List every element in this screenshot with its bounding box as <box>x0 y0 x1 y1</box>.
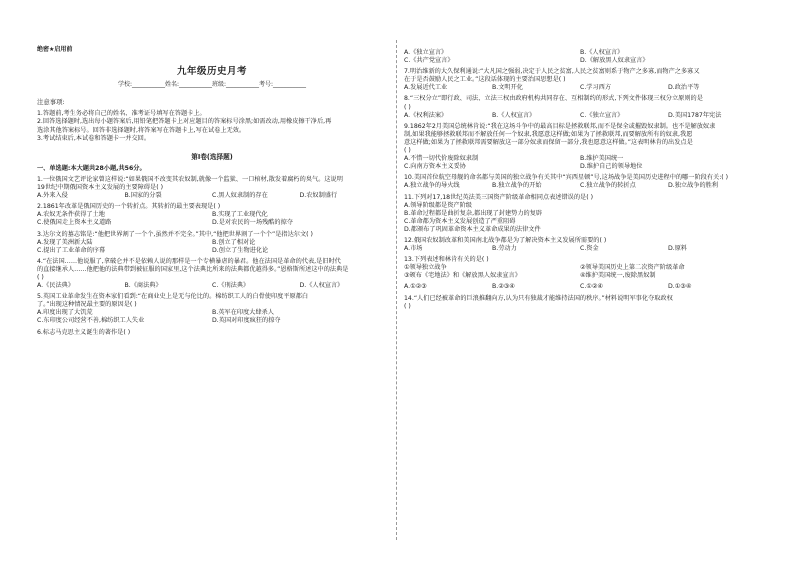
question <box>404 123 756 172</box>
question-text: ( ) <box>404 302 411 310</box>
question-text: 1.一位俄国文艺评论家曾这样说:“如果俄国不改变其农奴制,就像一个监狱、一口棺材,散发着腐朽的臭气。这说明 <box>37 175 343 183</box>
option: C.《独立宣言》 <box>580 111 624 119</box>
option: C.革命都为资本主义发展创造了严重阻碍 <box>404 217 516 225</box>
question <box>404 49 756 65</box>
option: D.是对农民的一场残酷的掠夺 <box>212 219 293 227</box>
options <box>404 155 756 171</box>
question <box>37 231 387 255</box>
options <box>37 239 387 255</box>
question-text: 8.“三权分立”即行政、司法、立法三权由政府机构共同存在、互相制约的形式,下列文件体现三权分立原则的是 <box>404 95 703 103</box>
question-text: 意这样做;如果为了拯救联邦需要解放这一部分奴隶而保留一部分,我也愿意这样做。”这表明林肯的出发点是 <box>404 138 693 146</box>
secret-label: 绝密★启用前 <box>37 46 73 53</box>
option: A.领导阶级都是资产阶级 <box>404 201 472 209</box>
options <box>404 49 756 65</box>
option: D.创立了生物进化论 <box>212 246 269 254</box>
question-text: 在于是否鼓励人民之工业。”这段话体现的主要治国思想是( ) <box>404 76 566 84</box>
question-text: 3.达尔文的墓志铭是:“他把世界割了一个个,虽然并不完全。”其中,“他把世界割了一个个”是指达尔文( ) <box>37 230 313 238</box>
option: D.都颁布了巩固革命资本主义革命成果的法律文件 <box>404 225 541 233</box>
option: C.《共产党宣言》 <box>404 57 454 65</box>
question-text: ( ) <box>404 103 411 111</box>
note-item: 2.回答选择题时,选出每小题答案后,用铅笔把答题卡上对应题目的答案标号涂黑;如需改动,用橡皮擦干净后,再 <box>37 118 332 126</box>
option: A.不惜一切代价废除奴隶制 <box>404 155 479 163</box>
option: D.①③④ <box>668 283 692 291</box>
question-text: 10.美国首位航空母舰的命名都与美国的独立战争有关其中“宾西星顿”号,这场战争是美国历史进程中的哪一阶段有关:( ) <box>404 174 729 182</box>
option: C.资金 <box>580 245 599 253</box>
column-divider <box>396 40 397 540</box>
note-item: 3.考试结束后,本试卷和答题卡一并交回。 <box>37 134 151 142</box>
options <box>37 211 387 227</box>
question <box>404 194 756 234</box>
option: D.独立战争的胜利 <box>668 182 719 190</box>
option: B.英军在印度大肆杀人 <box>212 309 274 317</box>
notes-heading: 注意事项: <box>37 98 65 107</box>
option: C.黑人奴隶制的存在 <box>212 192 268 200</box>
option: D.维护自己的领导地位 <box>580 163 643 171</box>
note-item: 选涂其他答案标号。回答非选择题时,将答案写在答题卡上,写在试卷上无效。 <box>37 126 246 134</box>
question-text: 5.英国工业革命发生在资本家们看到:“在商业史上是无与伦比的。棉纺织工人的白骨使印度平原都白 <box>37 293 309 301</box>
options <box>404 84 756 92</box>
option: B.②③④ <box>492 283 515 291</box>
option: D.美国1787年宪法 <box>668 111 722 119</box>
option: A.①②③ <box>404 283 427 291</box>
option: ③颁布《宅地法》和《解放黑人奴隶宣言》 <box>404 272 521 280</box>
option: A.市场 <box>404 245 423 253</box>
option: B.文明开化 <box>492 84 523 92</box>
option: C.东印度公司经营不善,棉纺织工人失业 <box>37 317 145 325</box>
option: ①领导独立战争 <box>404 264 447 272</box>
options <box>404 264 756 280</box>
question <box>37 329 387 337</box>
option: D.《解放黑人奴隶宣言》 <box>580 57 649 65</box>
question <box>404 174 756 190</box>
option: D.原料 <box>668 245 688 253</box>
option: D.政治平等 <box>668 84 700 92</box>
option: C.提出了工业革命的序幕 <box>37 246 106 254</box>
option: ④维护美国统一,废除黑奴制 <box>580 272 656 280</box>
options <box>37 282 387 290</box>
option: A.《独立宣言》 <box>404 49 448 56</box>
option: C.向南方资本主义妥协 <box>404 163 466 171</box>
question-text: 6.标志马克思主义诞生的著作是( ) <box>37 328 131 336</box>
question <box>37 258 387 290</box>
question-text: 7.明治维新的大久保利通说:“大凡国之强弱,决定于人民之贫富,人民之贫富则系于物产之多寡,而物产之多寡又 <box>404 68 700 76</box>
option: B.《人权宣言》 <box>492 111 536 119</box>
option: A.农奴无条件获得了土地 <box>37 211 105 219</box>
option: A.外来入侵 <box>37 192 68 200</box>
option: A.独立战争的导火线 <box>404 182 460 190</box>
option: A.发展近代工业 <box>404 84 448 92</box>
option: A.《民法典》 <box>37 282 75 290</box>
part-heading: 一、单选题:本大题共28小题,共56分。 <box>37 164 146 172</box>
options <box>404 202 756 234</box>
option: B.革命过程都是曲折复杂,都出现了封建势力的复辟 <box>404 209 543 217</box>
options <box>404 245 756 253</box>
options <box>404 283 756 291</box>
option: D.《人权宣言》 <box>299 282 344 290</box>
option: C.使俄国走上资本主义道路 <box>37 219 112 227</box>
option: B.《商法典》 <box>124 282 162 290</box>
question-text: 9.1862年2月美国总统林肯说:“我在这场斗争中的最高目标是拯救联邦,而不是保全或摧毁奴隶制。也不是解放奴隶 <box>404 122 716 130</box>
option: A.印度出现了大饥荒 <box>37 309 93 317</box>
question <box>404 283 756 291</box>
option: B.创立了相对论 <box>212 238 256 246</box>
option: B.劳动力 <box>492 245 517 253</box>
right-column <box>404 46 756 311</box>
exam-title: 九年级历史月考 <box>176 66 247 78</box>
right-questions <box>404 49 756 311</box>
question <box>404 256 756 280</box>
note-item: 1.答题前,考生务必将自己的姓名、准考证号填写在答题卡上。 <box>37 110 206 118</box>
option: ②领导美国历史上第二次资产阶级革命 <box>580 264 685 272</box>
left-column <box>37 46 387 337</box>
question-text: 制,如果我能够拯救联邦而不解放任何一个奴隶,我愿意这样做;如果为了拯救联邦,而要解放所有的奴隶,我愿 <box>404 130 693 138</box>
question-text: 19世纪中期俄国资本主义发展的主要障碍是( ) <box>37 184 164 192</box>
question <box>37 176 387 200</box>
question-text: 14.“人们已经被革命的巨浪推翻向方,认为只有独裁才能维持法国的秩序。”材料说明军事化夺取政权 <box>404 294 673 302</box>
option: B.维护美国统一 <box>580 155 624 163</box>
question-text: 2.1861年改革是俄国历史的一个转折点。其转折的最主要表现是( ) <box>37 203 221 211</box>
option: A.《权利法案》 <box>404 111 448 119</box>
option: C.《刑法典》 <box>212 282 250 290</box>
notes-list <box>37 110 387 142</box>
question <box>37 203 387 227</box>
question-text: 的直接继承人……他把他的法典带到被征服的国家里,这个法典比所来的法典都优越得多。”恩格斯所述这中的法典是 <box>37 265 349 273</box>
question-text: ( ) <box>37 273 44 281</box>
option: D.农奴制盛行 <box>299 192 338 200</box>
option: B.国家的分裂 <box>124 192 162 200</box>
options <box>37 309 387 325</box>
option: D.英国对印度疯狂的掠夺 <box>212 317 281 325</box>
options <box>404 182 756 190</box>
question-text: 11.下列对17,18世纪英法美三国资产阶级革命相同点表述错误的是( ) <box>404 193 594 201</box>
question-text: 12.俄国农奴制改革和美国南北战争都是为了解决资本主义发展所需要的( ) <box>404 236 607 244</box>
option: A.发现了美洲新大陆 <box>37 238 93 246</box>
question <box>404 295 756 311</box>
option: C.①②④ <box>580 283 603 291</box>
option: C.独立战争的转折点 <box>580 182 636 190</box>
question <box>37 293 387 325</box>
question <box>404 95 756 119</box>
question-text: ( ) <box>404 147 411 155</box>
question-text: 4.“在法国……他说服了,拿破仑并不是依赖人说的那样是一个专横暴虐的暴君。他在法国是革命的代表,是旧时代 <box>37 257 341 265</box>
student-info-line: 学校:___________姓名:___________班级:___________考号:___________ <box>117 81 307 89</box>
options <box>37 192 387 200</box>
option: B.独立战争的开始 <box>492 182 542 190</box>
question-text: 了。”出现这种情况最主要的原因是( ) <box>37 301 137 309</box>
option: B.《人权宣言》 <box>580 49 624 56</box>
question <box>404 68 756 92</box>
left-questions <box>37 176 387 337</box>
option: B.实现了工业现代化 <box>212 211 268 219</box>
question <box>404 237 756 253</box>
options <box>404 112 756 120</box>
question-text: 13.下列表述和林肯有关的是( ) <box>404 256 489 264</box>
option: C.学习西方 <box>580 84 612 92</box>
section-title: 第I卷(选择题) <box>191 152 233 161</box>
